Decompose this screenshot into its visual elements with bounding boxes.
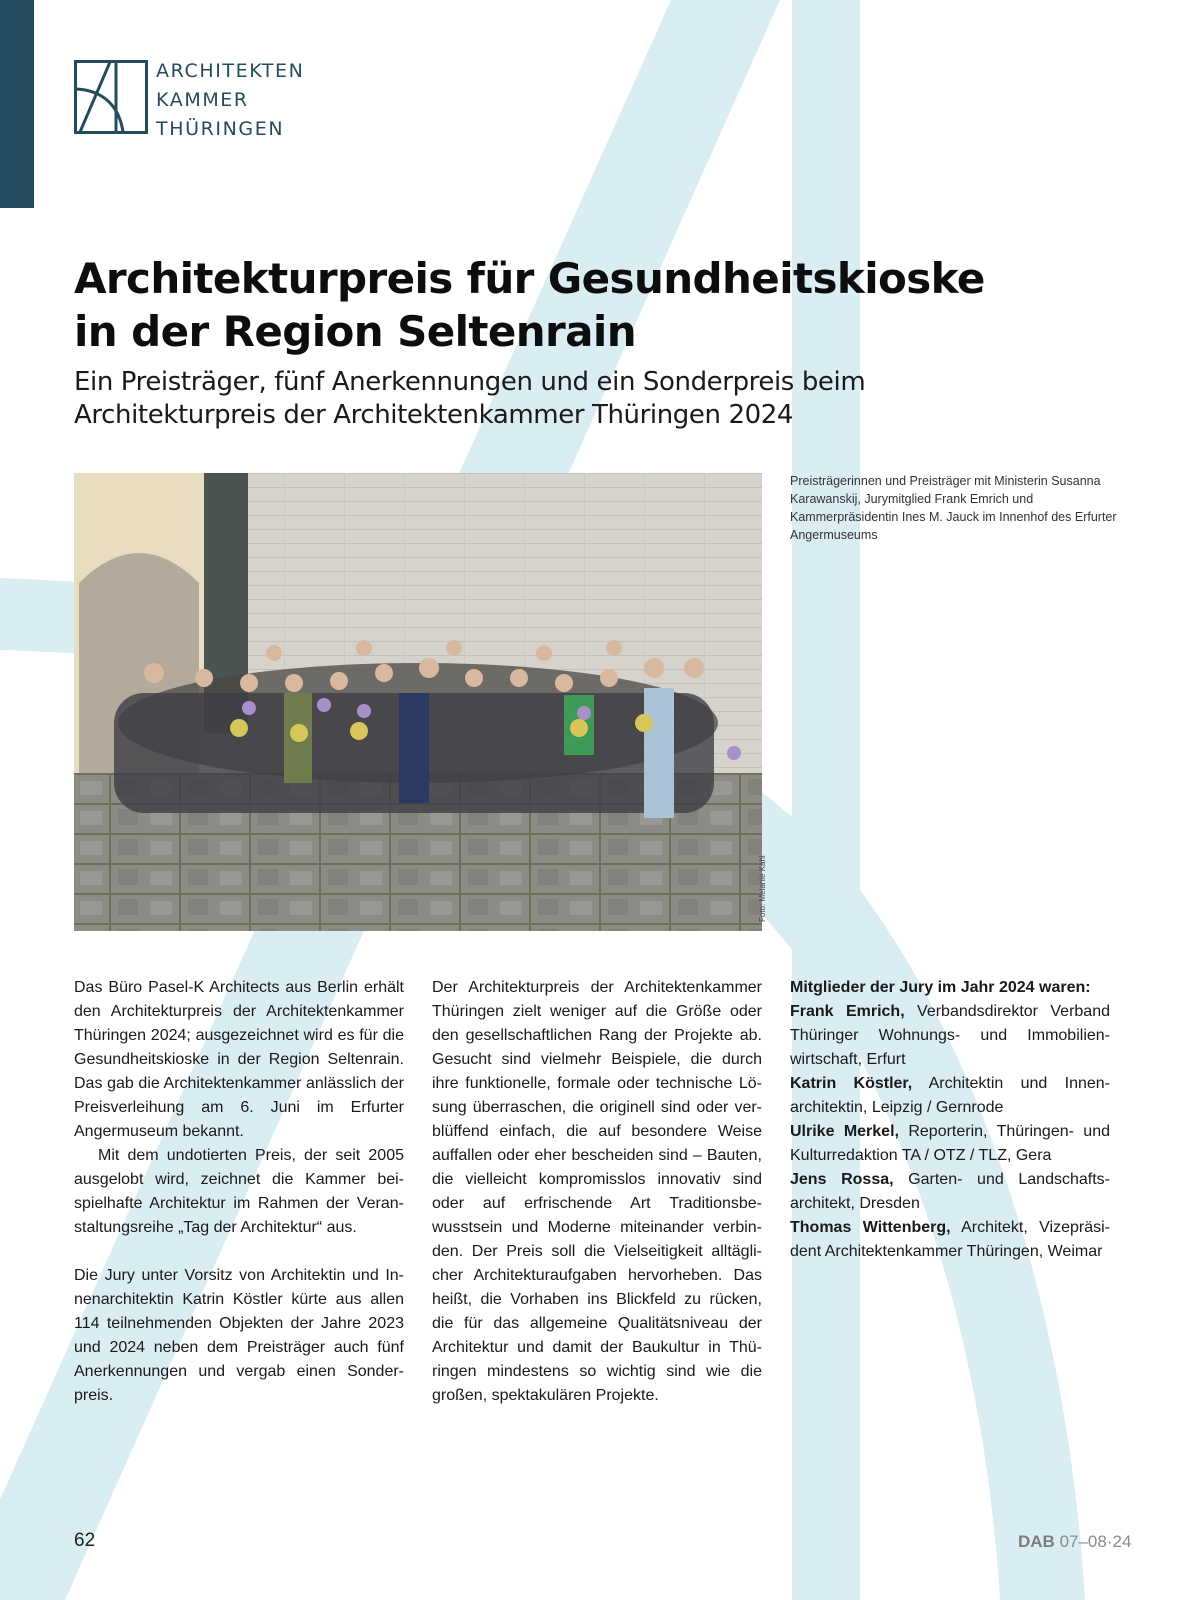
subtitle-line-1: Ein Preisträger, fünf Anerkennungen und ein Sonderpreis beim (74, 367, 866, 397)
title-line-1: Architekturpreis für Gesundheitskioske (74, 254, 985, 303)
jury-member-name: Frank Emrich, (790, 1003, 905, 1020)
article-title (74, 252, 1074, 358)
brand-side-bar (0, 0, 34, 208)
bg-vertical-stroke (792, 0, 860, 1600)
photo-credit: Foto: Melanie Kahl (758, 855, 767, 922)
subtitle-line-2: Architekturpreis der Architektenkammer Thüringen 2024 (74, 400, 794, 430)
jury-member-role: Architektin und Innenarchitektin, Leipzig / Gernrode (790, 1075, 1110, 1116)
paragraph: Mit dem undotierten Preis, der seit 2005 ausgelobt wird, zeichnet die Kammer beispielhafte Architektur im Rahmen der Veranstaltungsreihe „Tag der Architektur“ aus. (74, 1147, 404, 1236)
issue-label (1018, 1532, 1131, 1552)
article-subtitle (74, 366, 974, 432)
publisher-logo (74, 60, 304, 144)
group-photo-illustration (74, 473, 762, 931)
jury-member-name: Katrin Köstler, (790, 1075, 913, 1092)
jury-member (790, 1216, 1110, 1264)
jury-member-role: Reporterin, Thüringen- und Kulturredaktion TA / OTZ / TLZ, Gera (790, 1123, 1111, 1164)
page-number: 62 (74, 1530, 96, 1551)
jury-member-role: Verbandsdirektor Verband Thüringer Wohnungs- und Immobilienwirtschaft, Erfurt (790, 1003, 1111, 1068)
jury-member-name: Jens Rossa, (790, 1171, 894, 1188)
paragraph: Die Jury unter Vorsitz von Architektin und Innenarchitektin Katrin Köstler kürte aus allen 114 teilnehmenden Objekten der Jahre 2023 und 2024 neben dem Preisträger auch fünf Anerkennungen und vergab einen Sonderpreis. (74, 1267, 404, 1404)
jury-sidebar (790, 976, 1110, 1264)
jury-member (790, 1120, 1110, 1168)
issue-number: 07–08·24 (1054, 1532, 1132, 1551)
logo-wordmark (156, 57, 304, 144)
photo-caption: Preisträgerinnen und Preisträger mit Ministerin Susanna Karawanskij, Jurymitglied Frank Emrich und Kammerpräsidentin Ines M. Jauck im Innenhof des Erfurter Angermuseums (790, 474, 1117, 542)
logo-line-3: THÜRINGEN (156, 118, 285, 140)
jury-heading: Mitglieder der Jury im Jahr 2024 waren: (790, 979, 1091, 996)
title-line-2: in der Region Seltenrain (74, 307, 637, 356)
logo-line-2: KAMMER (156, 89, 249, 111)
jury-member (790, 1072, 1110, 1120)
body-column-2 (432, 976, 762, 1408)
magazine-name: DAB (1018, 1532, 1055, 1551)
jury-member (790, 1168, 1110, 1216)
logo-line-1: ARCHITEKTEN (156, 60, 305, 82)
body-column-1 (74, 976, 404, 1408)
paragraph: Das Büro Pasel-K Architects aus Berlin erhält den Architekturpreis der Architektenkammer Thüringen 2024; ausgezeichnet wird es für die Gesundheitskioske in der Region Seltenrain. Das gab die Architektenkammer anlässlich der Preisverleihung am 6. Juni im Erfurter Angermuseum bekannt. (74, 979, 404, 1140)
jury-member (790, 1000, 1110, 1072)
paragraph: Der Architekturpreis der Architektenkammer Thüringen zielt weniger auf die Größe oder den gesellschaftlichen Rang der Projekte ab. Gesucht sind vielmehr Beispiele, die durch ihre funktionelle, formale oder technische Lösung überraschen, die originell sind oder verblüffend einfach, die auf besondere Weise auffallen oder eher bescheiden sind – Bauten, die vielleicht kompromisslos innovativ sind oder auf erfrischende Art Traditionsbewusstsein und Moderne miteinander verbinden. Der Preis soll die Vielseitigkeit alltäglicher Architekturaufgaben hervorheben. Das heißt, die Vorhaben ins Blickfeld zu rücken, die für das allgemeine Qualitätsniveau der Architektur und damit der Baukultur in Thüringen mindestens so wichtig sind wie die großen, spektakulären Projekte. (432, 979, 762, 1404)
jury-member-name: Thomas Wittenberg, (790, 1219, 951, 1236)
jury-member-role: Architekt, Vizepräsident Architektenkammer Thüringen, Weimar (790, 1219, 1110, 1260)
group-photo (74, 473, 762, 931)
jury-member-role: Garten- und Landschaftsarchitekt, Dresden (790, 1171, 1110, 1212)
architektenkammer-logo-icon (74, 60, 148, 134)
jury-member-name: Ulrike Merkel, (790, 1123, 899, 1140)
